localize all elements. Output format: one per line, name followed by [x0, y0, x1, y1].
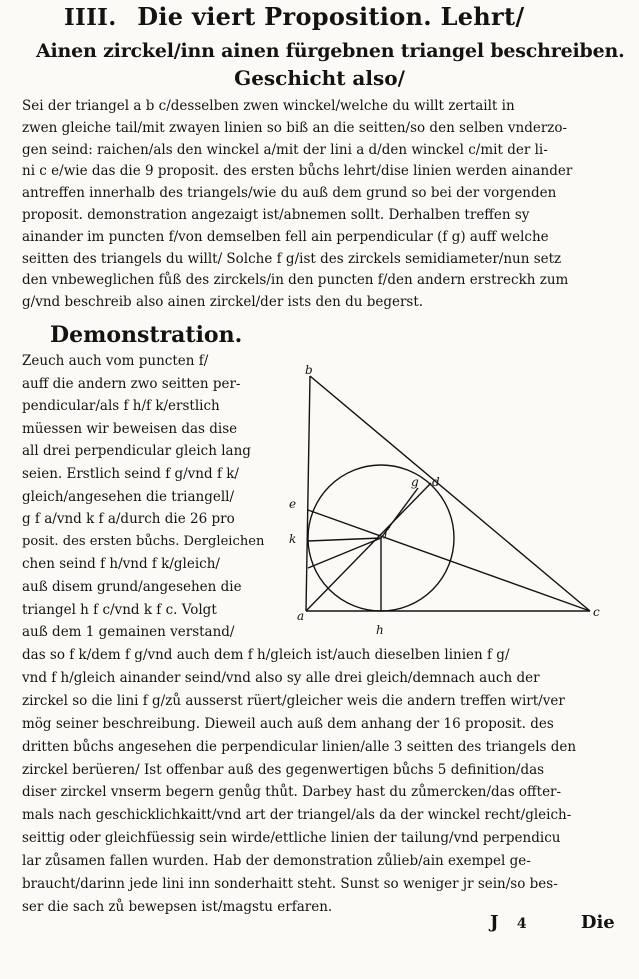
text-line: triangel h f c/vnd k f c. Volgt: [22, 601, 217, 618]
auxiliary-line: [308, 538, 381, 568]
text-line: g f a/vnd k f a/durch die 26 pro: [22, 511, 235, 528]
proposition-subtitle-2: Geschicht also/: [234, 66, 405, 90]
triangle-side-ba: [306, 376, 310, 611]
demonstration-continued-text: [22, 644, 626, 919]
text-line: chen seind f h/vnd f k/gleich/: [22, 556, 220, 573]
label-g: g: [411, 475, 419, 489]
label-d: d: [432, 475, 440, 489]
text-line: auß disem grund/angesehen die: [22, 578, 242, 595]
signature-number: 4: [516, 916, 527, 932]
text-line: auß dem 1 gemainen verstand/: [22, 624, 235, 641]
label-e: e: [289, 497, 297, 511]
text-line: braucht/darinn jede lini inn sonderhaitt steht. Sunst so weniger jr sein/so bes-: [22, 876, 558, 893]
proposition-title: Die viert Proposition. Lehrt/: [137, 2, 525, 31]
geometry-diagram: [275, 358, 610, 648]
text-line: müessen wir beweisen das dise: [22, 420, 238, 437]
intro-paragraph: [22, 96, 626, 314]
proposition-number: IIII.: [64, 4, 117, 31]
text-line: Zeuch auch vom puncten f/: [22, 353, 209, 369]
text-line: ser die sach zů bewepsen ist/magstu erfaren.: [22, 898, 333, 915]
text-line: das so f k/dem f g/vnd auch dem f h/gleich ist/auch dieselben linien f g/: [22, 647, 510, 663]
text-line: Sei der triangel a b c/desselben zwen winckel/welche du willt zertailt in: [22, 98, 515, 114]
text-line: gleich/angesehen die triangell/: [22, 488, 235, 505]
text-line: mög seiner beschreibung. Dieweil auch auß dem anhang der 16 proposit. des: [22, 715, 554, 732]
diagram-lines: [306, 376, 590, 611]
text-line: vnd f h/gleich ainander seind/vnd also sy alle drei gleich/demnach auch der: [22, 669, 540, 686]
text-line: diser zirckel vnserm begern genůg thůt. Darbey hast du zůmercken/das offter-: [22, 784, 562, 801]
page-footer: [490, 912, 630, 933]
text-line: ainander im puncten f/von demselben fell ain perpendicular (f g) auff welche: [22, 228, 549, 245]
text-line: ni c e/wie das die 9 proposit. des ersten bůchs lehrt/dise linien werden ainander: [22, 163, 573, 180]
text-line: seien. Erstlich seind f g/vnd f k/: [22, 465, 239, 482]
label-b: b: [305, 363, 313, 377]
text-line: zirckel berüeren/ Ist offenbar auß des gegenwertigen bůchs 5 definition/das: [22, 761, 545, 778]
text-line: seittig oder gleichfüessig sein wirde/ettliche linien der tailung/vnd perpendicu: [22, 830, 561, 847]
text-line: lar zůsamen fallen wurden. Hab der demonstration zůlieb/ain exempel ge-: [22, 853, 531, 870]
perpendicular-fk: [308, 538, 381, 541]
text-line: mals nach geschicklichkaitt/vnd art der triangel/als da der winckel recht/gleich-: [22, 807, 572, 824]
catchword: Die: [580, 912, 615, 933]
label-c: c: [593, 605, 600, 619]
proposition-heading: [64, 2, 629, 31]
text-line: antreffen innerhalb des triangels/wie du auß dem grund so bei der vorgenden: [22, 185, 557, 202]
text-line: proposit. demonstration angezaigt ist/abnemen sollt. Derhalben treffen sy: [22, 206, 530, 223]
label-h: h: [376, 623, 384, 637]
text-line: auff die andern zwo seitten per-: [22, 375, 241, 392]
label-k: k: [289, 532, 297, 546]
text-line: all drei perpendicular gleich lang: [22, 443, 251, 460]
text-line: pendicular/als f h/f k/erstlich: [22, 398, 220, 415]
text-line: gen seind: raichen/als den winckel a/mit der lini a d/den winckel c/mit der li-: [22, 141, 548, 158]
label-a: a: [297, 609, 305, 623]
text-line: posit. des ersten bůchs. Dergleichen: [22, 533, 265, 549]
proposition-subtitle: Ainen zirckel/inn ainen fürgebnen triangel beschreiben.: [36, 40, 625, 62]
text-line: zwen gleiche tail/mit zwayen linien so biß an die seitten/so den selben vnderzo-: [22, 119, 568, 136]
text-line: seitten des triangels du willt/ Solche f g/ist des zirckels semidiameter/nun setz: [22, 250, 562, 267]
text-line: g/vnd beschreib also ainen zirckel/der ists den du begerst.: [22, 294, 424, 311]
demonstration-column-text: [22, 350, 267, 644]
label-f: f: [384, 525, 389, 539]
signature-mark: J: [490, 912, 499, 933]
text-line: dritten bůchs angesehen die perpendicular linien/alle 3 seitten des triangels den: [22, 738, 577, 755]
text-line: den vnbeweglichen fůß des zirckels/in den puncten f/den andern erstreckh zum: [22, 272, 569, 289]
text-line: zirckel so die lini f g/zů ausserst rüert/gleicher weis die andern treffen wirt/ver: [22, 692, 565, 709]
demonstration-heading: Demonstration.: [50, 322, 243, 348]
bisector-ce: [308, 510, 590, 611]
triangle-side-bc: [310, 376, 590, 611]
